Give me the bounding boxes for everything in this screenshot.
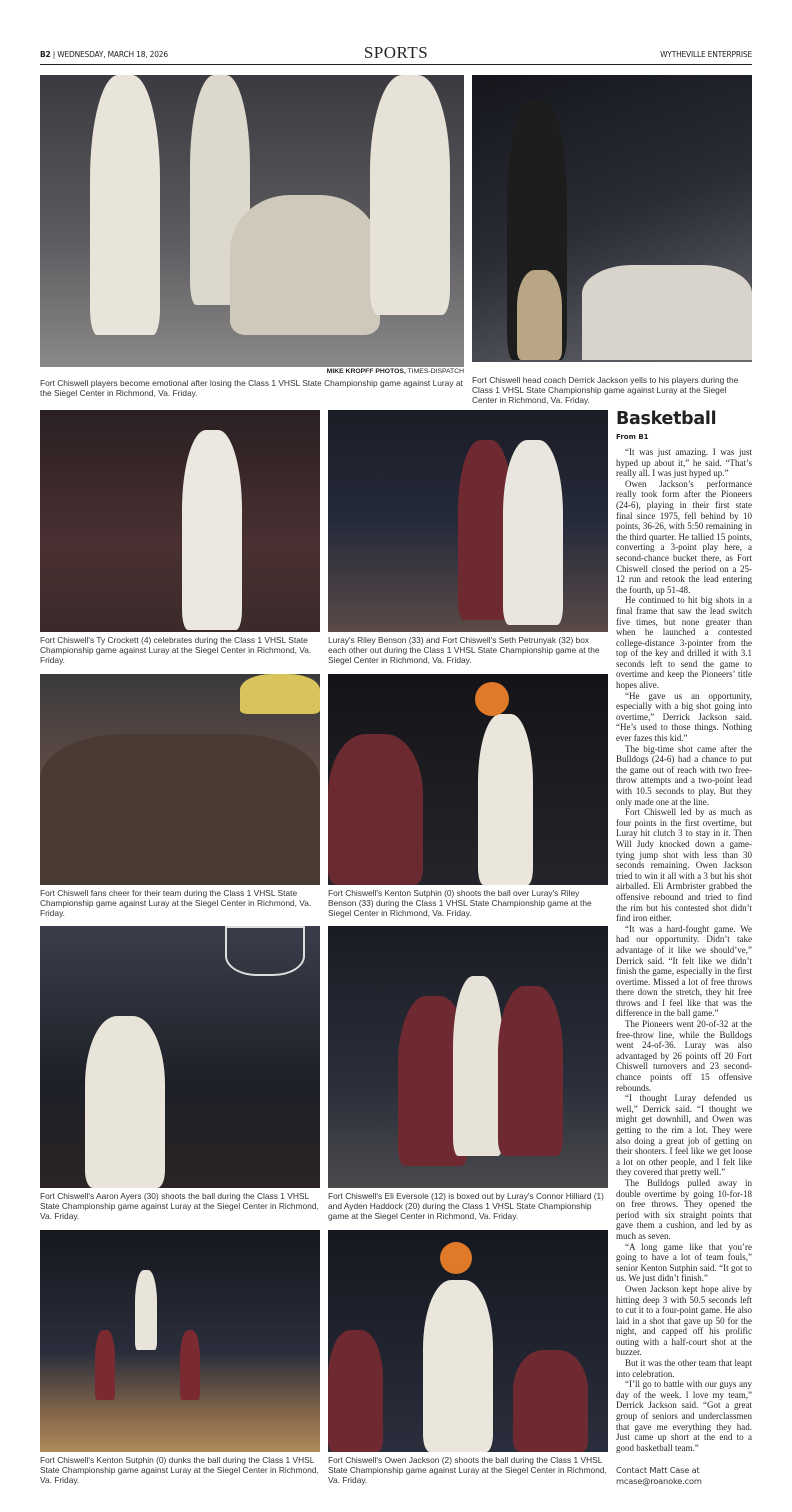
jump-line: From B1 [616,433,649,441]
photo-owen-jackson [328,1230,608,1452]
article-paragraph: “It was a hard-fought game. We had our opportunity. Didn’t take advantage of it like we should’ve,” Derrick said. “It felt like we didn’t finish the game, especially in the first overtime. Missed a lot of free throws there down the stretch, they hit free throws and I feel like that was the difference in the ball game.” [616,923,752,1019]
caption-players-emotional: Fort Chiswell players become emotional after losing the Class 1 VHSL State Championship game against Luray at the Siegel Center in Richmond, Va. Friday. [40,378,463,398]
photo-sutphin-shoots [328,674,608,885]
photo-credit: MIKE KROPFF PHOTOS, TIMES-DISPATCH [326,368,464,375]
article-paragraph: “He gave us an opportunity, especially with a big shot going into overtime,” Derrick Jackson said. “He’s used to those things. Nothing ever fazes this kid.” [616,690,752,744]
caption-aaron-ayers: Fort Chiswell's Aaron Ayers (30) shoots the ball during the Class 1 VHSL State Championship game against Luray at the Siegel Center in Richmond, Va. Friday. [40,1191,319,1221]
page-number: B2 [40,50,51,59]
photo-fans-cheer [40,674,320,885]
caption-ty-crockett: Fort Chiswell's Ty Crockett (4) celebrates during the Class 1 VHSL State Championship game against Luray at the Siegel Center in Richmond, Va. Friday. [40,635,312,665]
article-paragraph: Fort Chiswell led by as much as four points in the first overtime, but Luray hit clutch 3 to stay in it. Then Will Judy knocked down a game-tying jump shot with less than 30 seconds remaining. Owen Jackson tried to win it all with a 3 but his shot airballed. Eli Armbrister grabbed the offensive rebound and tried to find the rim but his contested shot didn’t find iron either. [616,807,752,924]
article-paragraph: “I’ll go to battle with our guys any day of the week. I love my team,” Derrick Jackson said. “Got a great group of seniors and underclassmen that gave me everything they had. Just came up short at the end to a good basketball team.” [616,1379,752,1453]
article-paragraph: “It was just amazing. I was just hyped up about it,” he said. “That’s really all. I was just hyped up.” [616,447,752,479]
photo-players-emotional [40,75,464,367]
photo-sutphin-dunk [40,1230,320,1452]
article-column [616,409,752,1487]
paper-name: WYTHEVILLE ENTERPRISE [660,50,752,59]
caption-fans: Fort Chiswell fans cheer for their team during the Class 1 VHSL State Championship game against Luray at the Siegel Center in Richmond, Va. Friday. [40,888,312,918]
photo-benson-petrunyak [328,410,608,632]
contact-email: mcase@roanoke.com [616,1476,702,1487]
contact-text: Contact Matt Case at [616,1465,700,1476]
article-paragraph: Owen Jackson’s performance really took form after the Pioneers (24-6), playing in their first state final since 1975, fell behind by 10 points, 36-26, with 5:50 remaining in the third quarter. He tallied 15 points, converting a 3-point play here, a second-chance bucket there, as Fort Chiswell closed the period on a 25-12 run and retook the lead entering the fourth, up 51-48. [616,478,752,595]
caption-sutphin-shoots: Fort Chiswell's Kenton Sutphin (0) shoots the ball over Luray's Riley Benson (33) during the Class 1 VHSL State Championship game at the Siegel Center in Richmond, Va. Friday. [328,888,592,918]
photo-ty-crockett [40,410,320,632]
caption-coach: Fort Chiswell head coach Derrick Jackson yells to his players during the Class 1 VHSL State Championship game against Luray at the Siegel Center in Richmond, Va. Friday. [472,375,739,405]
header-rule [40,64,752,65]
page-folio: B2 | WEDNESDAY, MARCH 18, 2026 [40,50,168,59]
article-headline: Basketball [616,409,717,429]
photo-aaron-ayers [40,926,320,1188]
article-paragraph: The big-time shot came after the Bulldogs (24-6) had a chance to put the game out of reach with two free-throw attempts and a two-point lead with 10.5 seconds to play. But they only made one at the line. [616,743,752,807]
photo-eli-eversole [328,926,608,1188]
caption-eli-eversole: Fort Chiswell's Eli Eversole (12) is boxed out by Luray's Connor Hilliard (1) and Ayden Haddock (20) during the Class 1 VHSL State Championship game at the Siegel Center in Richmond, Va. Friday. [328,1191,604,1221]
photo-coach-jackson [472,75,752,362]
article-paragraph: “I thought Luray defended us well,” Derrick said. “I thought we might get downhill, and Owen was getting to the rim a lot. They were also doing a great job of getting on their shooters. I feel like we get loose a lot on other people, and I felt like they covered that pretty well.” [616,1093,752,1178]
caption-sutphin-dunk: Fort Chiswell's Kenton Sutphin (0) dunks the ball during the Class 1 VHSL State Championship game against Luray at the Siegel Center in Richmond, Va. Friday. [40,1455,319,1485]
article-paragraph: “A long game like that you’re going to have a lot of team fouls,” senior Kenton Sutphin said. “It got to us. We just didn’t finish.” [616,1241,752,1284]
article-paragraph: He continued to hit big shots in a final frame that saw the lead switch five times, but none greater than when he launched a contested college-distance 3-pointer from the top of the key and drilled it with 3.1 seconds left to send the game to overtime and keep the Pioneers’ title hopes alive. [616,595,752,691]
article-body [616,447,752,1453]
article-paragraph: Owen Jackson kept hope alive by hitting deep 3 with 50.5 seconds left to cut it to a four-point game. He also laid in a shot that gave up 50 for the night, and capped off his prolific outing with a half-court shot at the buzzer. [616,1283,752,1358]
article-paragraph: The Bulldogs pulled away in double overtime by going 10-for-18 on free throws. They opened the period with six straight points that gave them a cushion, and led by as much as seven. [616,1177,752,1241]
issue-date: WEDNESDAY, MARCH 18, 2026 [57,50,168,59]
section-title: SPORTS [363,43,429,62]
article-paragraph: The Pioneers went 20-of-32 at the free-throw line, while the Bulldogs went 24-of-36. Luray was also advantaged by 26 points off 20 Fort Chiswell turnovers and 23 second-chance points off 15 offensive rebounds. [616,1019,752,1093]
contact-line [616,1465,752,1487]
article-paragraph: But it was the other team that leapt into celebration. [616,1358,752,1379]
caption-benson-petrunyak: Luray's Riley Benson (33) and Fort Chiswell's Seth Petrunyak (32) box each other out during the Class 1 VHSL State Championship game at the Siegel Center in Richmond, Va. Friday. [328,635,600,665]
caption-owen-jackson: Fort Chiswell's Owen Jackson (2) shoots the ball during the Class 1 VHSL State Championship game against Luray at the Siegel Center in Richmond, Va. Friday. [328,1455,607,1485]
